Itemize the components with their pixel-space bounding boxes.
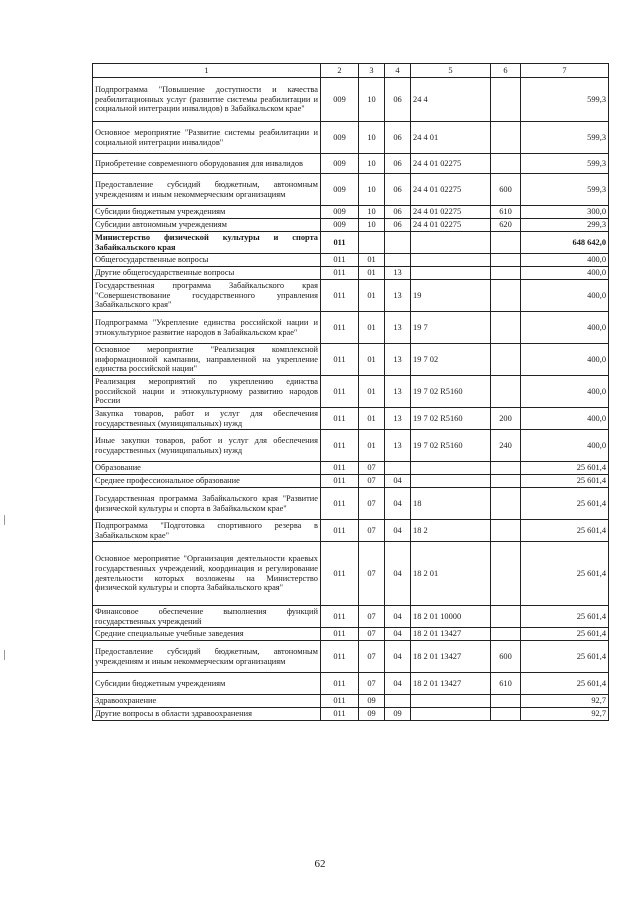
target-article-code: 19 [411, 280, 491, 312]
expense-type-code [491, 708, 521, 721]
expense-type-code [491, 542, 521, 606]
amount: 25 601,4 [521, 606, 609, 628]
expense-type-code: 600 [491, 641, 521, 673]
expense-type-code: 610 [491, 673, 521, 695]
target-article-code [411, 708, 491, 721]
subsection-code: 13 [385, 376, 411, 408]
target-article-code: 19 7 02 [411, 344, 491, 376]
target-article-code: 24 4 01 02275 [411, 174, 491, 206]
ministry-code: 009 [321, 154, 359, 174]
section-code: 10 [359, 78, 385, 122]
subsection-code: 06 [385, 219, 411, 232]
row-description: Государственная программа Забайкальского края "Развитие физической культуры и спорта в Забайкальском крае" [93, 488, 321, 520]
table-row [93, 488, 609, 520]
subsection-code: 13 [385, 267, 411, 280]
expense-type-code [491, 254, 521, 267]
section-code: 01 [359, 280, 385, 312]
section-code: 07 [359, 520, 385, 542]
section-code: 10 [359, 206, 385, 219]
amount: 599,3 [521, 122, 609, 154]
expense-type-code [491, 344, 521, 376]
subsection-code: 04 [385, 475, 411, 488]
margin-mark [4, 515, 5, 525]
table-row [93, 254, 609, 267]
target-article-code: 24 4 01 02275 [411, 154, 491, 174]
subsection-code: 04 [385, 542, 411, 606]
row-description: Среднее профессиональное образование [93, 475, 321, 488]
target-article-code [411, 475, 491, 488]
expense-type-code [491, 122, 521, 154]
page-number: 62 [314, 858, 326, 870]
amount: 599,3 [521, 174, 609, 206]
target-article-code: 24 4 01 02275 [411, 219, 491, 232]
expense-type-code [491, 462, 521, 475]
expense-type-code [491, 267, 521, 280]
ministry-code: 009 [321, 174, 359, 206]
section-code: 10 [359, 174, 385, 206]
ministry-code: 011 [321, 475, 359, 488]
amount: 400,0 [521, 376, 609, 408]
subsection-code: 04 [385, 641, 411, 673]
subsection-code: 13 [385, 344, 411, 376]
row-description: Образование [93, 462, 321, 475]
table-row [93, 708, 609, 721]
section-code: 10 [359, 154, 385, 174]
target-article-code: 19 7 02 R5160 [411, 430, 491, 462]
section-code: 01 [359, 254, 385, 267]
expense-type-code [491, 376, 521, 408]
target-article-code [411, 462, 491, 475]
column-number-header: 2 [321, 64, 359, 78]
expense-type-code [491, 475, 521, 488]
amount: 599,3 [521, 78, 609, 122]
row-description: Основное мероприятие "Развитие системы реабилитации и социальной интеграции инвалидов" [93, 122, 321, 154]
table-row [93, 628, 609, 641]
expense-type-code [491, 488, 521, 520]
target-article-code: 19 7 02 R5160 [411, 376, 491, 408]
target-article-code: 24 4 01 [411, 122, 491, 154]
table-row [93, 280, 609, 312]
expense-type-code: 620 [491, 219, 521, 232]
subsection-code: 06 [385, 206, 411, 219]
expense-type-code: 240 [491, 430, 521, 462]
ministry-code: 011 [321, 280, 359, 312]
expense-type-code: 610 [491, 206, 521, 219]
row-description: Другие вопросы в области здравоохранения [93, 708, 321, 721]
row-description: Основное мероприятие "Организация деятельности краевых государственных учреждений, координация и регулирование деятельности которых возложены на Министерство физической культуры и спорта Забайкальского края" [93, 542, 321, 606]
amount: 300,0 [521, 206, 609, 219]
column-number-header: 3 [359, 64, 385, 78]
amount: 599,3 [521, 154, 609, 174]
expense-type-code [491, 312, 521, 344]
target-article-code: 18 2 01 13427 [411, 673, 491, 695]
amount: 400,0 [521, 280, 609, 312]
ministry-code: 011 [321, 344, 359, 376]
budget-table-body [93, 64, 609, 721]
amount: 25 601,4 [521, 628, 609, 641]
subsection-code: 06 [385, 154, 411, 174]
target-article-code: 19 7 02 R5160 [411, 408, 491, 430]
expense-type-code [491, 520, 521, 542]
row-description: Субсидии бюджетным учреждениям [93, 673, 321, 695]
table-row [93, 408, 609, 430]
amount: 400,0 [521, 312, 609, 344]
table-row [93, 376, 609, 408]
expense-type-code [491, 606, 521, 628]
section-code: 09 [359, 695, 385, 708]
section-code: 01 [359, 267, 385, 280]
subsection-code: 04 [385, 488, 411, 520]
row-description: Министерство физической культуры и спорта Забайкальского края [93, 232, 321, 254]
table-row [93, 673, 609, 695]
table-row [93, 462, 609, 475]
section-code: 07 [359, 488, 385, 520]
row-description: Подпрограмма "Подготовка спортивного резерва в Забайкальском крае" [93, 520, 321, 542]
margin-mark [4, 650, 5, 660]
section-code: 01 [359, 376, 385, 408]
subsection-code: 04 [385, 606, 411, 628]
subsection-code: 06 [385, 122, 411, 154]
column-number-header: 6 [491, 64, 521, 78]
target-article-code: 18 2 01 13427 [411, 628, 491, 641]
table-row [93, 267, 609, 280]
section-code: 09 [359, 708, 385, 721]
amount: 25 601,4 [521, 641, 609, 673]
amount: 25 601,4 [521, 520, 609, 542]
subsection-code [385, 254, 411, 267]
table-row [93, 232, 609, 254]
section-code: 07 [359, 475, 385, 488]
target-article-code [411, 254, 491, 267]
table-row [93, 312, 609, 344]
expense-type-code [491, 695, 521, 708]
expense-type-code [491, 154, 521, 174]
ministry-code: 009 [321, 78, 359, 122]
row-description: Субсидии автономным учреждениям [93, 219, 321, 232]
row-description: Закупка товаров, работ и услуг для обеспечения государственных (муниципальных) нужд [93, 408, 321, 430]
target-article-code: 18 2 01 13427 [411, 641, 491, 673]
ministry-code: 011 [321, 542, 359, 606]
table-row [93, 520, 609, 542]
ministry-code: 009 [321, 122, 359, 154]
table-row [93, 542, 609, 606]
section-code: 01 [359, 344, 385, 376]
target-article-code: 18 [411, 488, 491, 520]
row-description: Иные закупки товаров, работ и услуг для обеспечения государственных (муниципальных) нужд [93, 430, 321, 462]
amount: 25 601,4 [521, 462, 609, 475]
amount: 25 601,4 [521, 475, 609, 488]
row-description: Предоставление субсидий бюджетным, автономным учреждениям и иным некоммерческим организациям [93, 641, 321, 673]
expense-type-code: 600 [491, 174, 521, 206]
target-article-code: 18 2 [411, 520, 491, 542]
section-code: 07 [359, 606, 385, 628]
table-row [93, 606, 609, 628]
table-row [93, 122, 609, 154]
target-article-code [411, 267, 491, 280]
section-code [359, 232, 385, 254]
subsection-code: 06 [385, 174, 411, 206]
expense-type-code [491, 78, 521, 122]
section-code: 10 [359, 122, 385, 154]
ministry-code: 011 [321, 376, 359, 408]
row-description: Подпрограмма "Повышение доступности и качества реабилитационных услуг (развитие системы реабилитации и социальной интеграции инвалидов) в Забайкальском крае" [93, 78, 321, 122]
row-description: Реализация мероприятий по укреплению единства российской нации и этнокультурному развитию народов России [93, 376, 321, 408]
row-description: Основное мероприятие "Реализация комплексной информационной кампании, направленной на укрепление единства российской нации" [93, 344, 321, 376]
table-row [93, 695, 609, 708]
section-code: 07 [359, 641, 385, 673]
ministry-code: 011 [321, 462, 359, 475]
ministry-code: 009 [321, 219, 359, 232]
subsection-code [385, 232, 411, 254]
budget-table [92, 63, 609, 721]
row-description: Предоставление субсидий бюджетным, автономным учреждениям и иным некоммерческим организациям [93, 174, 321, 206]
amount: 400,0 [521, 267, 609, 280]
ministry-code: 011 [321, 312, 359, 344]
column-number-header: 5 [411, 64, 491, 78]
ministry-code: 011 [321, 488, 359, 520]
section-code: 07 [359, 462, 385, 475]
subsection-code: 13 [385, 280, 411, 312]
amount: 92,7 [521, 708, 609, 721]
amount: 648 642,0 [521, 232, 609, 254]
subsection-code: 13 [385, 430, 411, 462]
subsection-code: 04 [385, 628, 411, 641]
ministry-code: 011 [321, 232, 359, 254]
row-description: Подпрограмма "Укрепление единства российской нации и этнокультурное развитие народов в Забайкальском крае" [93, 312, 321, 344]
ministry-code: 011 [321, 695, 359, 708]
target-article-code: 24 4 [411, 78, 491, 122]
target-article-code: 18 2 01 10000 [411, 606, 491, 628]
target-article-code [411, 232, 491, 254]
subsection-code: 09 [385, 708, 411, 721]
section-code: 01 [359, 408, 385, 430]
section-code: 07 [359, 628, 385, 641]
column-number-header: 1 [93, 64, 321, 78]
ministry-code: 011 [321, 267, 359, 280]
ministry-code: 011 [321, 708, 359, 721]
column-number-header: 7 [521, 64, 609, 78]
section-code: 07 [359, 673, 385, 695]
subsection-code [385, 462, 411, 475]
table-row [93, 154, 609, 174]
expense-type-code [491, 232, 521, 254]
ministry-code: 011 [321, 628, 359, 641]
expense-type-code: 200 [491, 408, 521, 430]
expense-type-code [491, 280, 521, 312]
amount: 400,0 [521, 344, 609, 376]
amount: 400,0 [521, 430, 609, 462]
section-code: 07 [359, 542, 385, 606]
row-description: Государственная программа Забайкальского края "Совершенствование государственного управления Забайкальского края" [93, 280, 321, 312]
ministry-code: 011 [321, 254, 359, 267]
target-article-code: 24 4 01 02275 [411, 206, 491, 219]
ministry-code: 011 [321, 408, 359, 430]
row-description: Приобретение современного оборудования для инвалидов [93, 154, 321, 174]
subsection-code: 13 [385, 312, 411, 344]
subsection-code: 13 [385, 408, 411, 430]
row-description: Субсидии бюджетным учреждениям [93, 206, 321, 219]
subsection-code: 04 [385, 520, 411, 542]
target-article-code: 19 7 [411, 312, 491, 344]
target-article-code [411, 695, 491, 708]
amount: 25 601,4 [521, 673, 609, 695]
subsection-code [385, 695, 411, 708]
ministry-code: 011 [321, 430, 359, 462]
table-row [93, 219, 609, 232]
table-header-row [93, 64, 609, 78]
ministry-code: 011 [321, 641, 359, 673]
amount: 400,0 [521, 254, 609, 267]
ministry-code: 011 [321, 520, 359, 542]
row-description: Здравоохранение [93, 695, 321, 708]
expense-type-code [491, 628, 521, 641]
subsection-code: 06 [385, 78, 411, 122]
amount: 25 601,4 [521, 542, 609, 606]
ministry-code: 011 [321, 673, 359, 695]
row-description: Финансовое обеспечение выполнения функций государственных учреждений [93, 606, 321, 628]
table-row [93, 344, 609, 376]
row-description: Средние специальные учебные заведения [93, 628, 321, 641]
ministry-code: 009 [321, 206, 359, 219]
section-code: 01 [359, 430, 385, 462]
column-number-header: 4 [385, 64, 411, 78]
table-row [93, 206, 609, 219]
section-code: 10 [359, 219, 385, 232]
row-description: Другие общегосударственные вопросы [93, 267, 321, 280]
amount: 92,7 [521, 695, 609, 708]
section-code: 01 [359, 312, 385, 344]
ministry-code: 011 [321, 606, 359, 628]
table-row [93, 641, 609, 673]
table-row [93, 430, 609, 462]
subsection-code: 04 [385, 673, 411, 695]
table-row [93, 78, 609, 122]
table-row [93, 174, 609, 206]
amount: 299,3 [521, 219, 609, 232]
table-row [93, 475, 609, 488]
amount: 25 601,4 [521, 488, 609, 520]
target-article-code: 18 2 01 [411, 542, 491, 606]
row-description: Общегосударственные вопросы [93, 254, 321, 267]
amount: 400,0 [521, 408, 609, 430]
